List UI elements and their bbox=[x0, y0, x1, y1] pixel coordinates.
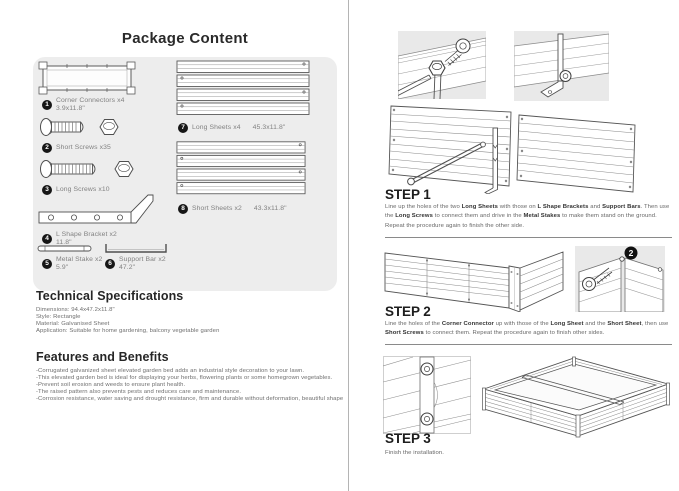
item-number-badge: 6 bbox=[105, 259, 115, 269]
spec-line: Material: Galvanised Sheet bbox=[36, 321, 110, 327]
item-label bbox=[119, 256, 166, 272]
item-name: Corner Connectors x4 bbox=[56, 97, 125, 104]
item-name: Long Sheets x4 bbox=[192, 124, 241, 131]
item-number-badge: 2 bbox=[42, 143, 52, 153]
feature-line: -Corrosion resistance, water saving and drought resistance, firm and durable without deformation, beautiful shape bbox=[36, 395, 344, 402]
package-item-corner-connectors bbox=[42, 97, 125, 113]
support-bar-diagram bbox=[104, 242, 168, 255]
item-number-badge: 7 bbox=[178, 123, 188, 133]
step1-panels-illustration bbox=[384, 100, 674, 194]
section-divider bbox=[385, 344, 672, 345]
package-content-box bbox=[33, 57, 337, 291]
feature-line: -This elevated garden bed is ideal for displaying your herbs, flowering plants or some homegrown vegetables. bbox=[36, 374, 333, 381]
spec-line: Application: Suitable for home gardening, balcony vegetable garden bbox=[36, 328, 220, 334]
center-divider bbox=[348, 0, 349, 491]
step3-heading: STEP 3 bbox=[385, 431, 431, 446]
package-item-metal-stake bbox=[42, 256, 102, 272]
package-item-short-screws bbox=[42, 143, 111, 153]
feature-line: -Corrugated galvanized sheet elevated garden bed adds an industrial style decoration to your lawn. bbox=[36, 368, 305, 374]
item-dimension: 3.9x11.8" bbox=[56, 105, 85, 112]
item-name: Short Screws x35 bbox=[56, 144, 111, 151]
step1-instructions: Line up the holes of the two Long Sheets with those on L Shape Brackets and Support Bars. Then use the Long Screws to connect them and drive in the Metal Stakes to make them stand on the ground. Repeat the procedure again to finish the other side. bbox=[385, 204, 670, 229]
specs-heading: Technical Specifications bbox=[36, 289, 184, 303]
section-divider bbox=[385, 237, 672, 238]
item-name: Short Sheets x2 bbox=[192, 205, 242, 212]
package-item-support-bar bbox=[105, 256, 166, 272]
item-label bbox=[192, 205, 287, 213]
step1-heading: STEP 1 bbox=[385, 187, 431, 202]
item-dimension: 43.3x11.8" bbox=[253, 205, 287, 212]
item-label bbox=[56, 256, 102, 272]
item-dimension: 11.8" bbox=[56, 239, 72, 246]
step3-detail-connector-illustration bbox=[383, 356, 471, 434]
step2-detail-corner-illustration bbox=[575, 246, 665, 312]
item-dimension: 45.3x11.8" bbox=[252, 124, 286, 131]
item-label bbox=[56, 97, 125, 113]
item-name: Support Bar x2 bbox=[119, 256, 166, 263]
step3-instructions: Finish the installation. bbox=[385, 450, 445, 456]
l-shape-bracket-diagram bbox=[37, 194, 167, 228]
step2-heading: STEP 2 bbox=[385, 304, 431, 319]
step2-assembly-illustration bbox=[383, 246, 565, 312]
item-name: L Shape Bracket x2 bbox=[56, 231, 117, 238]
package-item-short-sheets bbox=[178, 204, 287, 214]
step3-assembled-bed-illustration bbox=[478, 352, 674, 442]
item-dimension: 5.9" bbox=[56, 264, 69, 271]
short-screw-diagram bbox=[38, 114, 133, 140]
metal-stake-diagram bbox=[37, 243, 97, 254]
item-name: Long Screws x10 bbox=[56, 186, 110, 193]
page-title: Package Content bbox=[121, 30, 249, 47]
item-label bbox=[56, 144, 111, 152]
screw-number-badge: 2 bbox=[628, 247, 634, 258]
step1-detail-screw-illustration bbox=[398, 31, 486, 99]
item-label bbox=[192, 124, 285, 132]
features-list bbox=[36, 368, 343, 403]
step2-instructions: Line the holes of the Corner Connector up with those of the Long Sheet and the Short Sheet, then use Short Screws to connect them. Repeat the procedure again to finish other sides. bbox=[385, 321, 669, 337]
item-dimension: 47.2" bbox=[119, 264, 136, 271]
long-sheets-diagram bbox=[175, 60, 311, 118]
long-screw-diagram bbox=[38, 156, 146, 182]
feature-line: -Prevent soil erosion and weeds to ensure plant health. bbox=[36, 381, 186, 388]
specs-list bbox=[36, 307, 219, 335]
step1-detail-stake-illustration bbox=[514, 31, 609, 101]
item-number-badge: 4 bbox=[42, 234, 52, 244]
spec-line: Style: Rectangle bbox=[36, 314, 81, 320]
spec-line: Dimensions: 94.4x47.2x11.8" bbox=[36, 307, 115, 313]
feature-line: -The raised pattern also prevents pests and reduces care and maintenance. bbox=[36, 388, 242, 395]
item-label bbox=[56, 186, 110, 194]
item-number-badge: 8 bbox=[178, 204, 188, 214]
item-number-badge: 3 bbox=[42, 185, 52, 195]
features-heading: Features and Benefits bbox=[36, 350, 169, 364]
corner-connector-diagram bbox=[37, 60, 137, 96]
item-number-badge: 5 bbox=[42, 259, 52, 269]
short-sheets-diagram bbox=[175, 140, 307, 198]
package-item-long-sheets bbox=[178, 123, 285, 133]
item-number-badge: 1 bbox=[42, 100, 52, 110]
item-name: Metal Stake x2 bbox=[56, 256, 103, 263]
